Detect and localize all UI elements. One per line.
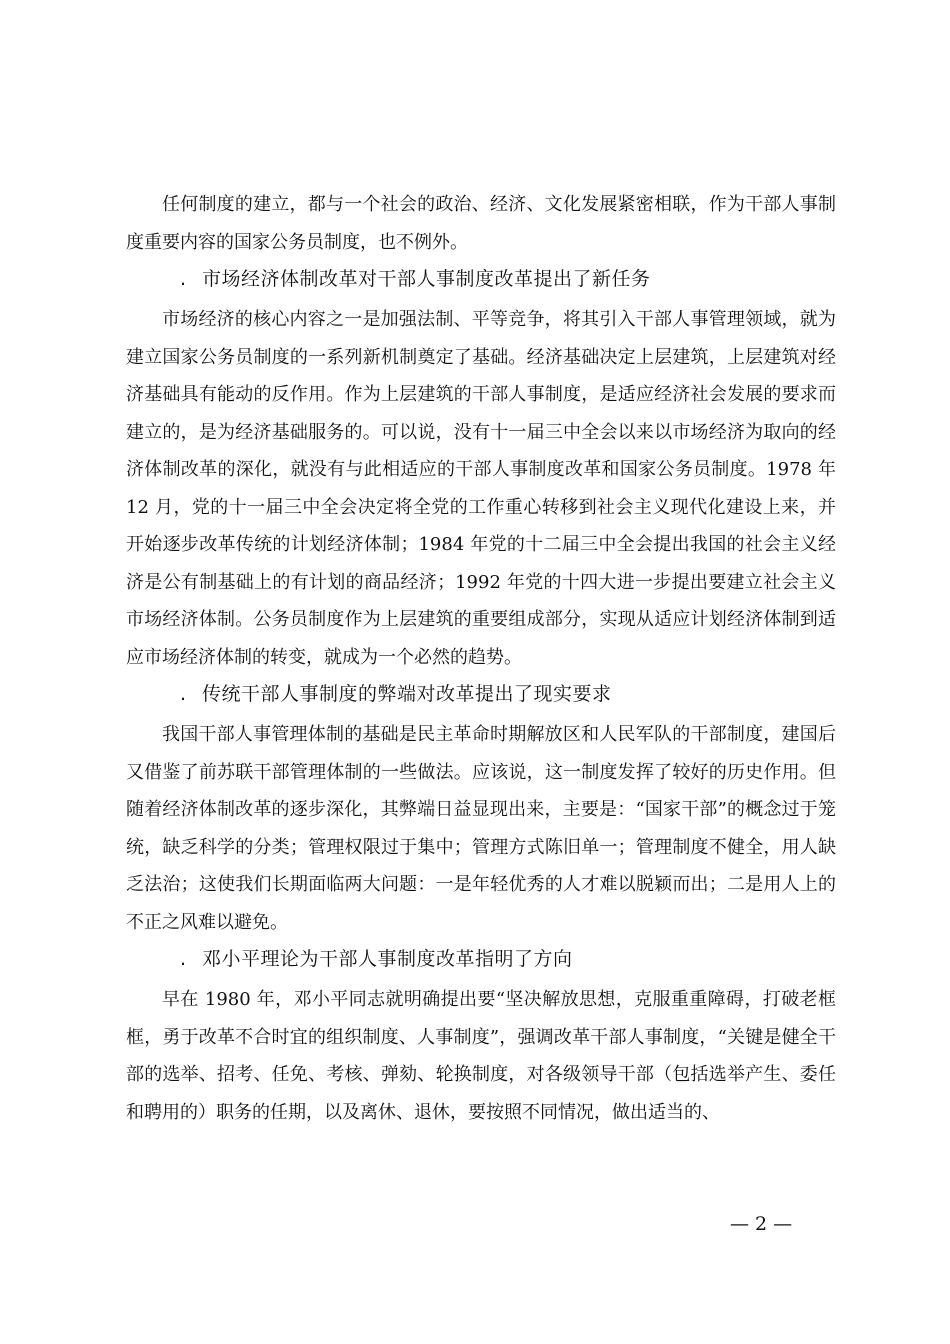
section-heading-1 [126,263,836,295]
section-heading-3 [126,943,836,975]
page-number: — 2 — [730,1213,793,1235]
section-title-2: 传统干部人事制度的弊端对改革提出了现实要求 [202,683,612,705]
section-marker-1: . [180,268,187,290]
section-marker-2: . [180,683,187,705]
section-paragraph-2: 我国干部人事管理体制的基础是民主革命时期解放区和人民军队的干部制度，建国后又借鉴了前苏联干部管理体制的一些做法。应该说，这一制度发挥了较好的历史作用。但随着经济体制改革的逐步深化，其弊端日益显现出来，主要是：“国家干部”的概念过于笼统，缺乏科学的分类；管理权限过于集中；管理方式陈旧单一；管理制度不健全，用人缺乏法治；这使我们长期面临两大问题：一是年轻优秀的人才难以脱颖而出；二是用人上的不正之风难以避免。 [126,724,836,933]
document-body [126,186,836,1131]
section-title-1: 市场经济体制改革对干部人事制度改革提出了新任务 [202,268,651,290]
intro-paragraph: 任何制度的建立，都与一个社会的政治、经济、文化发展紧密相联，作为干部人事制度重要内容的国家公务员制度，也不例外。 [126,194,836,253]
section-heading-2 [126,678,836,710]
section-paragraph-3: 早在 1980 年，邓小平同志就明确提出要“坚决解放思想，克服重重障碍，打破老框框，勇于改革不合时宜的组织制度、人事制度”，强调改革干部人事制度，“关键是健全干部的选举、招考、任免、考核、弹劾、轮换制度，对各级领导干部（包括选举产生、委任和聘用的）职务的任期，以及离休、退休，要按照不同情况，做出适当的、 [126,989,836,1123]
section-paragraph-1: 市场经济的核心内容之一是加强法制、平等竞争，将其引入干部人事管理领域，就为建立国家公务员制度的一系列新机制奠定了基础。经济基础决定上层建筑，上层建筑对经济基础具有能动的反作用。作为上层建筑的干部人事制度，是适应经济社会发展的要求而建立的，是为经济基础服务的。可以说，没有十一届三中全会以来以市场经济为取向的经济体制改革的深化，就没有与此相适应的干部人事制度改革和国家公务员制度。1978 年 12 月，党的十一届三中全会决定将全党的工作重心转移到社会主义现代化建设上来，并开始逐步改革传统的计划经济体制；1984 年党的十二届三中全会提出我国的社会主义经济是公有制基础上的有计划的商品经济；1992 年党的十四大进一步提出要建立社会主义市场经济体制。公务员制度作为上层建筑的重要组成部分，实现从适应计划经济体制到适应市场经济体制的转变，就成为一个必然的趋势。 [126,309,836,668]
section-marker-3: . [180,948,187,970]
section-title-3: 邓小平理论为干部人事制度改革指明了方向 [202,948,573,970]
